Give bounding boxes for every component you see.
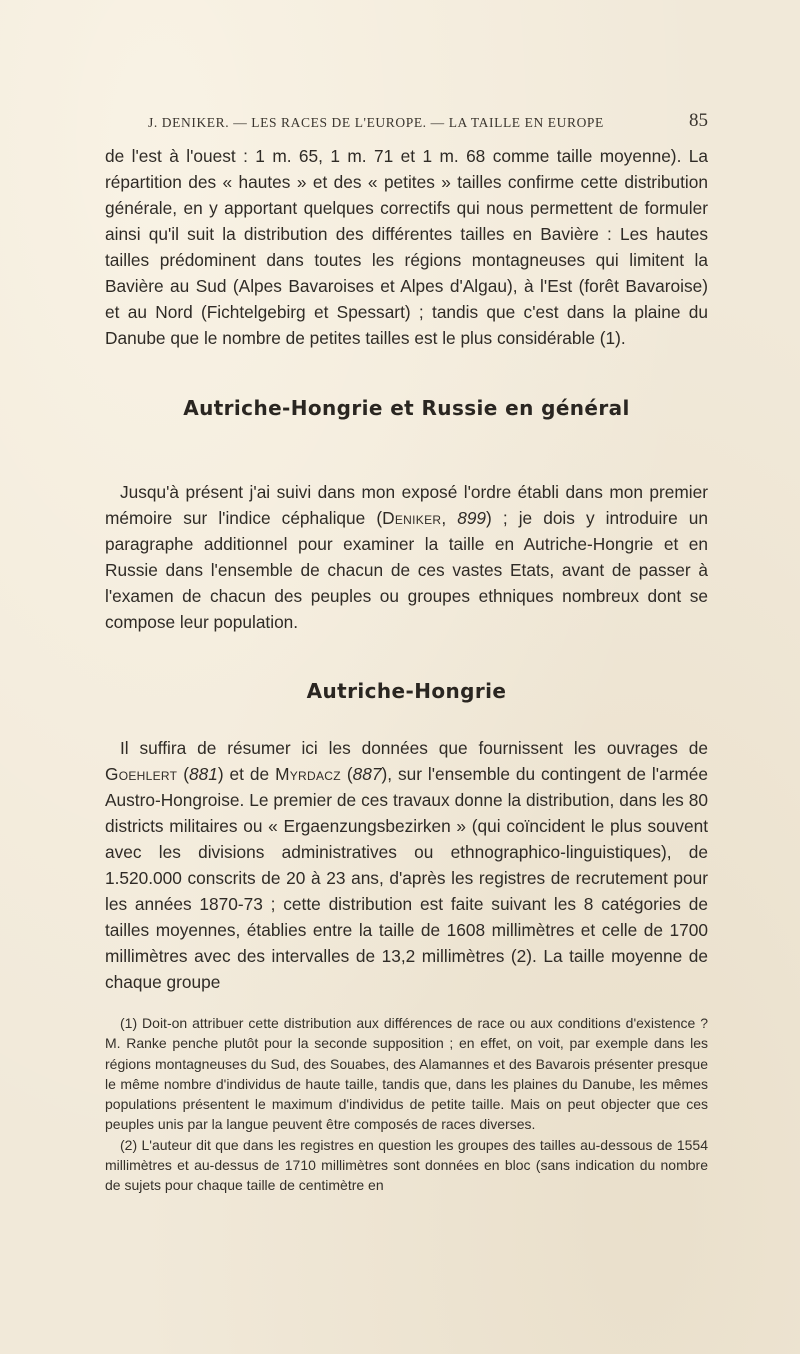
reference-881: 881: [189, 764, 218, 784]
paragraph-1-text: de l'est à l'ouest : 1 m. 65, 1 m. 71 et 1 m. 68 comme taille moyenne). La répartition des « hautes » et des « petites » tailles confirme cette distribution générale, en y apportant quelques correctifs qui nous permettent de formuler ainsi qu'il suit la distribution des différentes tailles en Bavière : Les hautes tailles prédominent dans toutes les régions montagneuses qui limitent la Bavière au Sud (Alpes Bavaroises et Alpes d'Algau), à l'Est (forêt Bavaroise) et au Nord (Fichtelgebirg et Spessart) ; tandis que c'est dans la plaine du Danube que le nombre de petites tailles est le plus considérable (1).: [105, 146, 708, 348]
paragraph-austria-hungary: [105, 735, 708, 995]
section-heading-austria-russia: Autriche-Hongrie et Russie en général: [183, 396, 630, 420]
paragraph-3-text-mid: ) et de: [217, 764, 276, 784]
paragraph-intro: [105, 479, 708, 635]
paragraph-2-text: [105, 479, 708, 635]
paragraph-3-text-start: Il suffira de résumer ici les données que fournissent les ouvrages de: [120, 738, 708, 758]
paragraph-2-text-end: ) ; je dois y introduire un paragraphe additionnel pour examiner la taille en Autriche-Hongrie et en Russie dans l'ensemble de chacun de ces vastes Etats, avant de passer à l'examen de chacun des peuples ou groupes ethniques nombreux dont se compose leur population.: [105, 508, 708, 632]
footnote-2: (2) L'auteur dit que dans les registres en question les groupes des tailles au-dessous de 1554 millimètres et au-dessus de 1710 millimètres sont données en bloc (sans indication du nombre de sujets pour chaque taille de centimètre en: [105, 1136, 708, 1194]
paragraph-3-text: [105, 735, 708, 995]
paren-open: (: [177, 764, 190, 784]
running-head-title: J. DENIKER. — LES RACES DE L'EUROPE. — LA TAILLE EN EUROPE: [148, 115, 604, 130]
paragraph-2-text-start: Jusqu'à présent j'ai suivi dans mon exposé l'ordre établi dans mon premier mémoire sur l'indice céphalique (: [105, 482, 708, 528]
paren-open: (: [340, 764, 353, 784]
running-head: [148, 112, 708, 134]
footnotes: [105, 1013, 708, 1196]
section-heading-austria-hungary: Autriche-Hongrie: [306, 679, 507, 703]
author-deniker: Deniker: [382, 508, 442, 528]
page-number: 85: [689, 110, 708, 131]
reference-899: 899: [457, 508, 487, 528]
reference-887: 887: [352, 764, 382, 784]
paragraph-continued: [105, 143, 708, 351]
footnote-1: (1) Doit-on attribuer cette distribution aux différences de race ou aux conditions d'existence ? M. Ranke penche plutôt pour la seconde supposition ; en effet, on voit, par exemple dans les régions montagneuses du Sud, des Souabes, des Alamannes et des Bavarois présenter presque le même nombre d'individus de haute taille, tandis que, dans les plaines du Danube, les mêmes populations présentent le maximum d'individus de petite taille. Mais on peut objecter que ces peuples unis par la langue peuvent être composés de races diverses.: [105, 1015, 708, 1133]
separator: ,: [441, 508, 458, 528]
paragraph-3-text-end: ), sur l'ensemble du contingent de l'armée Austro-Hongroise. Le premier de ces travaux donne la distribution, dans les 80 districts militaires ou « Ergaenzungsbezirken » (qui coïncident le plus souvent avec les divisions administratives ou ethnographico-linguistiques), de 1.520.000 conscrits de 20 à 23 ans, d'après les registres de recrutement pour les années 1870-73 ; cette distribution est faite suivant les 8 catégories de tailles moyennes, établies entre la taille de 1608 millimètres et celle de 1700 millimètres avec des intervalles de 13,2 millimètres (2). La taille moyenne de chaque groupe: [105, 764, 709, 992]
author-myrdacz: Myrdacz: [275, 764, 341, 784]
author-goehlert: Goehlert: [105, 764, 178, 784]
